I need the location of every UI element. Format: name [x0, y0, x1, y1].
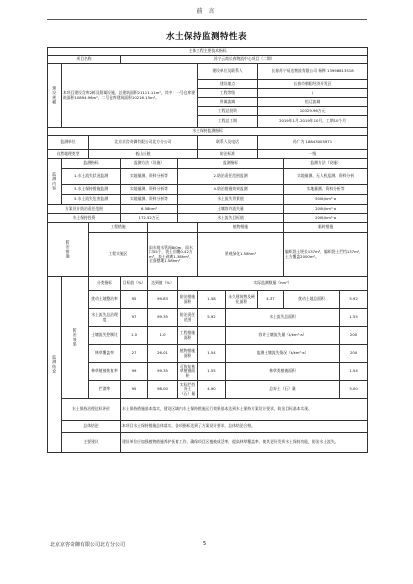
perf-r2-4: [198, 327, 226, 345]
content-r1c1: 实地量测、资料分析等: [121, 185, 178, 195]
perf-r0-8: 5.92: [340, 291, 368, 309]
perf-r4-5: 林草类植被面积: [226, 363, 340, 381]
perf-r0-4: 1.58: [198, 291, 226, 309]
content-col4: 监测方法（设施）: [284, 159, 368, 169]
eval-label: 监测结论: [48, 277, 62, 453]
contact-label: 联系人及电话: [198, 136, 258, 150]
scale-v0: 长春苏宁易达物流有限公司 杨桦 13998813518: [258, 64, 368, 80]
perf-h0: 分类指标: [89, 277, 121, 291]
m-head-2: 临时措施: [284, 223, 368, 233]
content-r0c2: 2.防治责任范围监测: [178, 169, 284, 185]
perf-r3-1: 27: [121, 345, 148, 363]
perf-r5-2: 98.00: [148, 381, 178, 399]
eval-note-label: 水土保持治理达标评价: [62, 399, 121, 421]
geo-value: 低山丘陵: [89, 150, 198, 159]
perf-r4-4: 1.55: [198, 363, 226, 381]
scale-v1: 长春市朝阳经济开发区: [258, 80, 368, 89]
content-r2c3: 500t/km²·a: [284, 195, 368, 205]
scale-k0: 建设单位及联系人: [198, 64, 258, 80]
perf-r1-5: 水土流失总面积: [226, 309, 340, 327]
perf-h1: 目标值（%）: [121, 277, 148, 291]
unit-label: 监测单位: [48, 136, 89, 150]
scale-k1: 建设地点: [198, 80, 258, 89]
scale-v3: 松辽流域: [258, 98, 368, 107]
control-value: 一级: [258, 150, 368, 159]
content-r0c1: 实地量测、资料分析等: [121, 169, 178, 185]
perf-r5-8: 5.00: [340, 381, 368, 399]
perf-h3: 实际监测数量（hm²）: [178, 277, 368, 291]
overall-text: 本项目水土保持措施总体落实，各项指标达到了方案设计要求，总体结论合格。: [121, 421, 368, 433]
perf-r2-0: 土壤流失控制比: [89, 327, 121, 345]
scale-k5: 工程总工期: [198, 116, 258, 128]
perf-r1-4: 5.92: [198, 309, 226, 327]
eng-measures: 雨水排水管网8l0m，雨水口55个，表土回覆0.42万m³，表土剥离1.38hm²，全面整地1.58hm²: [148, 233, 198, 277]
target-label: 水土流失目标值: [178, 214, 284, 223]
m-head-0: 工程措施: [89, 223, 148, 233]
proj-name-label: 项目名称: [48, 56, 121, 64]
overall-label: 总体结论: [62, 421, 121, 433]
perf-r3-0: 林草覆盖率: [89, 345, 121, 363]
tolerance-label: 土壤容许流失量: [178, 205, 284, 214]
temp-measures: 编织袋土埂长137m²，编织袋土拦挡137m²，土方覆盖2000m²。: [284, 233, 368, 277]
perf-r0-3: 防治措施面积: [178, 291, 198, 309]
invest-label: 水土保持投资: [48, 214, 121, 223]
perf-r4-0: 林草植被恢复率: [89, 363, 121, 381]
perf-r2-5: 容许土壤流失量（t/km²·a）: [226, 327, 340, 345]
veg-measures: 景观绿化1.58hm²: [198, 233, 284, 277]
scale-v4: 10329.96万元: [258, 107, 368, 116]
perf-r1-3: 防治责任范围: [178, 309, 198, 327]
content-r1c0: 3.水土保持措施监测: [62, 185, 121, 195]
perf-r3-5: 监测土壤流失情况（t/km²·a）: [226, 345, 340, 363]
perf-r2-1: 1.0: [121, 327, 148, 345]
invest-value: 172.52万元: [121, 214, 178, 223]
perf-r1-1: 97: [121, 309, 148, 327]
content-r2c2: 水土流失背景值: [178, 195, 284, 205]
characteristics-table: [47, 47, 367, 523]
content-col1: 监测指标: [62, 159, 121, 169]
footer-company: 北京京咨奇御有限公司北方分公司: [50, 542, 126, 548]
content-r0c3: 实地量测、无人机巡测、资料分析: [284, 169, 368, 185]
m-head-1: 植物措施: [198, 223, 284, 233]
content-col3: 监测指标: [178, 159, 284, 169]
scale-v2: /: [258, 89, 368, 98]
scale-label: 建设规模: [48, 64, 62, 128]
resp-value: 6.58hm²: [121, 205, 178, 214]
perf-h2: 达到值（%）: [148, 277, 178, 291]
perf-r1-8: 1.55: [340, 309, 368, 327]
content-r1c3: 实地量测、资料分析等: [284, 185, 368, 195]
perf-r3-8: 200: [340, 345, 368, 363]
perf-r2-2: 1.0: [148, 327, 178, 345]
scale-k2: 工程等级: [198, 89, 258, 98]
perf-r1-2: 99.35: [148, 309, 178, 327]
perf-label: 防治效果: [62, 277, 89, 399]
perf-r0-6: 4.37: [258, 291, 284, 309]
scale-k4: 工程总投资: [198, 107, 258, 116]
resp-label: 方案设计防治责任范围: [48, 205, 121, 214]
perf-r2-3: 工程措施面积: [178, 327, 198, 345]
target-value: 200t/km²·a: [284, 214, 368, 223]
content-r1c2: 4.防治措施效果监测: [178, 185, 284, 195]
advice-label: 主要建议: [62, 433, 121, 453]
page-header: 前 言: [196, 8, 217, 15]
perf-r5-3: 实际拦挡弃土（石）量: [178, 381, 198, 399]
perf-r4-1: 99: [121, 363, 148, 381]
perf-r3-4: 1.54: [198, 345, 226, 363]
geo-label: 自然地理类型: [48, 150, 89, 159]
content-r2c0: 5.水土流失危害监测: [62, 195, 121, 205]
scale-k3: 所属流域: [198, 98, 258, 107]
scale-v5: 2019年1月-2019年10月，工期10个月: [258, 116, 368, 128]
scale-text: 本项目建设含库2栋及附属设施，总建筑面积21111.11m²，其中：一号仓库建筑面积10894.96m²，二号仓库建筑面积10216.15m²。: [62, 64, 198, 128]
perf-r0-1: 95: [121, 291, 148, 309]
perf-r0-5: 永久建筑物及硬化面积: [226, 291, 258, 309]
tolerance-value: 200t/km²·a: [284, 205, 368, 214]
perf-r3-3: 植物措施面积: [178, 345, 198, 363]
eval-note: 水土保持措施基本落实，建设区域内水土保持措施运行效果基本达到水土保持方案设计要求，防治目标基本实现。: [121, 399, 368, 421]
perf-r5-5: 总弃土（石）量: [226, 381, 340, 399]
perf-r0-7: 扰动土地总面积: [284, 291, 340, 309]
perf-r3-2: 26.01: [148, 345, 178, 363]
measures-label: 防治措施: [48, 223, 89, 277]
page-number: 5: [203, 541, 207, 547]
header-rule: [47, 19, 367, 20]
content-r2c1: 实地量测、资料分析等: [121, 195, 178, 205]
perf-r0-0: 扰动土地整治率: [89, 291, 121, 309]
eng-area: 工程实施区: [89, 233, 148, 277]
perf-r5-1: 95: [121, 381, 148, 399]
content-r0c0: 1.水土流失状况监测: [62, 169, 121, 185]
perf-r5-0: 拦渣率: [89, 381, 121, 399]
control-label: 防治标准: [198, 150, 258, 159]
page-title: 水土保持监测特性表: [165, 32, 247, 42]
perf-r0-2: 99.83: [148, 291, 178, 309]
m-head-spacer: [148, 223, 198, 233]
perf-r1-0: 水土流失总治理度: [89, 309, 121, 327]
sec1-title: 主体工程主要技术指标: [48, 48, 368, 56]
contact-value: 孙广为 18843005971: [258, 136, 368, 150]
perf-r5-4: 4.90: [198, 381, 226, 399]
unit-value: 北京京咨奇御有限公司北方分公司: [89, 136, 198, 150]
sec2-title: 水土保持监测指标: [48, 128, 368, 136]
advice-text: 建设单位应加强植物措施养护抚育工作，确保项目区植被成活率，提高林草覆盖率，使其更好发挥水土保持功能，防治水土流失。: [121, 433, 368, 453]
proj-name: 苏宁云商长春物流中心项目（二期）: [121, 56, 368, 64]
perf-r4-3: 可恢复林草植被面积: [178, 363, 198, 381]
perf-r4-2: 99.35: [148, 363, 178, 381]
content-label: 监测内容: [48, 159, 62, 205]
perf-r2-8: 200: [340, 327, 368, 345]
perf-r4-8: 1.54: [340, 363, 368, 381]
content-col2: 监测方法（设施）: [121, 159, 178, 169]
